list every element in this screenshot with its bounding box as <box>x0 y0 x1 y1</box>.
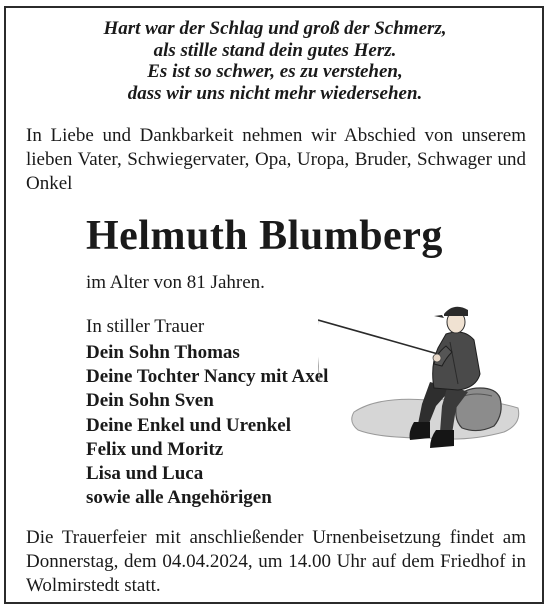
intro-text: In Liebe und Dankbarkeit nehmen wir Abschied von unserem lieben Vater, Schwiegervater, Opa, Uropa, Bruder, Schwager und Onkel <box>26 125 526 194</box>
poem-line: Hart war der Schlag und groß der Schmerz, <box>103 18 447 39</box>
mourning-heading: In stiller Trauer <box>86 316 205 337</box>
funeral-notice: Die Trauerfeier mit anschließender Urnenbeisetzung findet am Donnerstag, dem 04.04.2024, um 14.00 Uhr auf dem Friedhof in Wolmirstedt statt. <box>26 527 526 596</box>
mourner-entry: Felix und Moritz <box>86 438 224 460</box>
mourner-entry: sowie alle Angehörigen <box>86 487 272 509</box>
deceased-name: Helmuth Blumberg <box>86 213 443 259</box>
mourner-entry: Dein Sohn Thomas <box>86 342 240 363</box>
poem-line: Es ist so schwer, es zu verstehen, <box>147 61 403 82</box>
fisherman-illustration <box>318 292 524 454</box>
mourner-entry: Deine Tochter Nancy mit Axel <box>86 366 329 388</box>
mourner-entry: Lisa und Luca <box>86 463 204 485</box>
age-line: im Alter von 81 Jahren. <box>86 272 265 293</box>
memorial-poem <box>0 18 550 104</box>
mourner-list <box>86 341 328 510</box>
mourner-entry: Deine Enkel und Urenkel <box>86 414 291 436</box>
poem-line: als stille stand dein gutes Herz. <box>153 39 397 61</box>
poem-line: dass wir uns nicht mehr wiedersehen. <box>127 82 423 104</box>
mourner-entry: Dein Sohn Sven <box>86 390 214 412</box>
